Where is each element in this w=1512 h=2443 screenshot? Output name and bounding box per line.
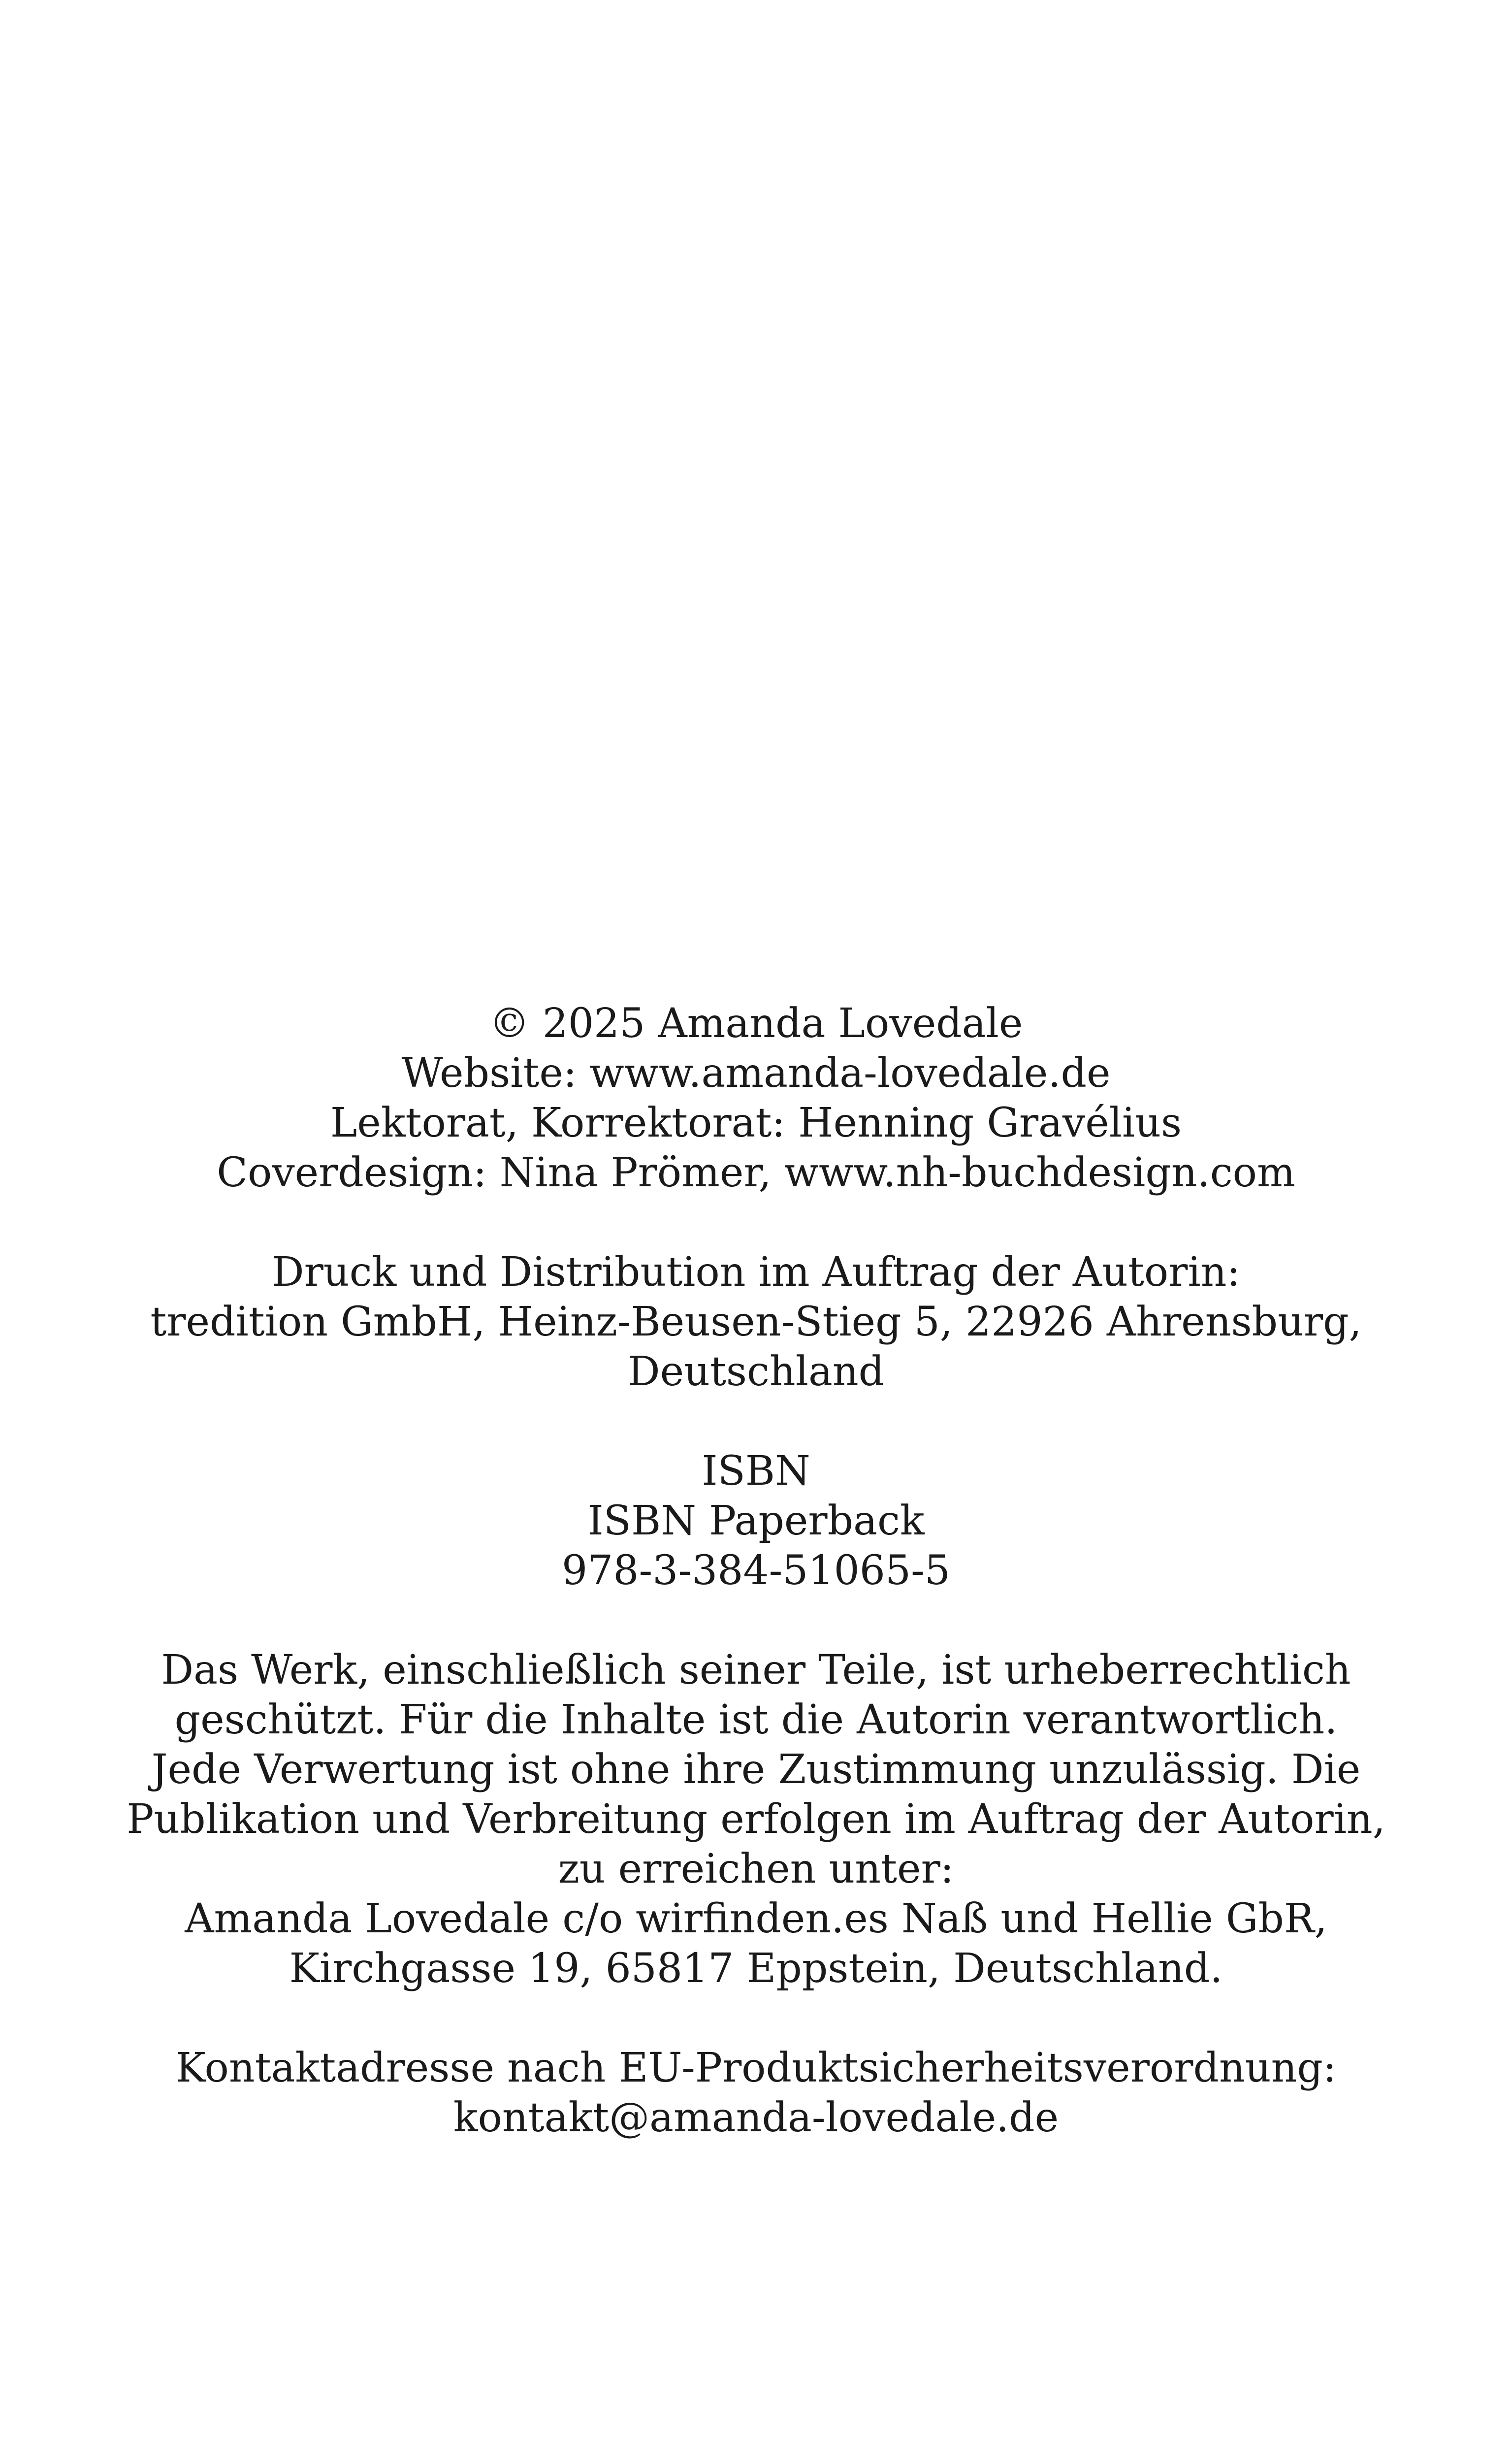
rights-line: zu erreichen unter: — [558, 1846, 954, 1892]
distribution-line-1: Druck und Distribution im Auftrag der Autorin: — [271, 1249, 1241, 1296]
distribution-line-3: Deutschland — [627, 1348, 885, 1395]
contact-email: kontakt@amanda-lovedale.de — [453, 2094, 1059, 2141]
isbn-block — [0, 1446, 1512, 1596]
editing-credit: Lektorat, Korrektorat: Henning Gravélius — [330, 1100, 1182, 1146]
isbn-format: ISBN Paperback — [587, 1498, 925, 1544]
cover-design-credit: Coverdesign: Nina Prömer, www.nh-buchdesign.com — [217, 1149, 1295, 1196]
contact-label: Kontaktadresse nach EU-Produktsicherheitsverordnung: — [175, 2045, 1337, 2091]
imprint-page — [0, 999, 1512, 2143]
rights-block — [0, 1645, 1512, 1993]
contact-block — [0, 2043, 1512, 2143]
rights-line: Das Werk, einschließlich seiner Teile, ist urheberrechtlich — [161, 1647, 1351, 1694]
distribution-line-2: tredition GmbH, Heinz-Beusen-Stieg 5, 22926 Ahrensburg, — [150, 1299, 1362, 1345]
isbn-number: 978-3-384-51065-5 — [561, 1547, 951, 1594]
copyright-line: © 2025 Amanda Lovedale — [489, 1000, 1023, 1047]
distribution-block — [0, 1247, 1512, 1397]
rights-line: Kirchgasse 19, 65817 Eppstein, Deutschland. — [289, 1945, 1223, 1992]
rights-line: Amanda Lovedale c/o wirfinden.es Naß und Hellie GbR, — [185, 1895, 1327, 1942]
website-line: Website: www.amanda-lovedale.de — [401, 1050, 1111, 1097]
rights-line: Publikation und Verbreitung erfolgen im Auftrag der Autorin, — [127, 1796, 1385, 1843]
credits-block — [0, 999, 1512, 1198]
rights-line: geschützt. Für die Inhalte ist die Autorin verantwortlich. — [174, 1696, 1338, 1743]
isbn-heading: ISBN — [702, 1448, 810, 1495]
rights-line: Jede Verwertung ist ohne ihre Zustimmung unzulässig. Die — [151, 1746, 1361, 1793]
